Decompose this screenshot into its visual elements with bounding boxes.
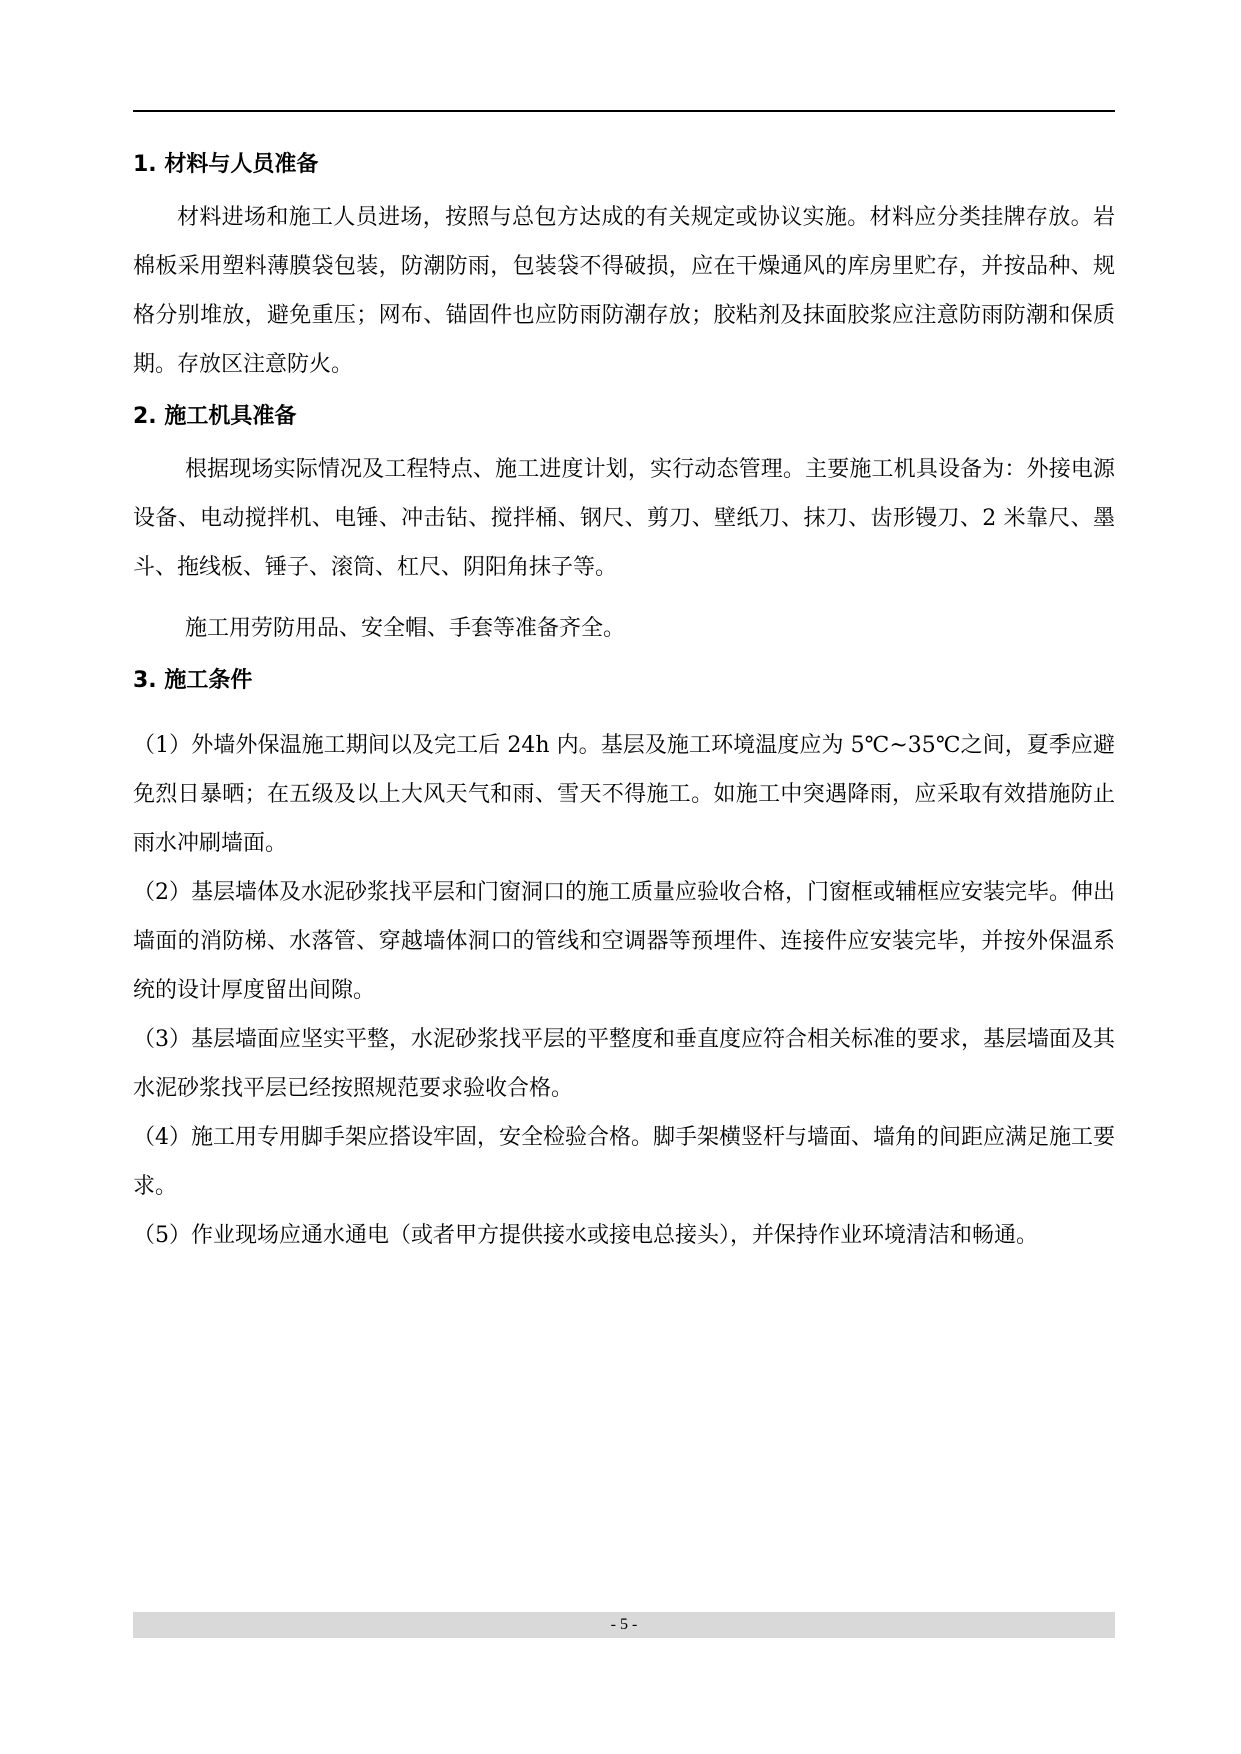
condition-item: （4）施工用专用脚手架应搭设牢固，安全检验合格。脚手架横竖杆与墙面、墙角的间距应满足施工要求。 — [133, 1125, 1116, 1199]
condition-item: （1）外墙外保温施工期间以及完工后 24h 内。基层及施工环境温度应为 5℃~35℃之间，夏季应避免烈日暴晒；在五级及以上大风天气和雨、雪天不得施工。如施工中突遇降雨，应采取有效措施防止雨水冲刷墙面。 — [133, 733, 1115, 856]
condition-item: （2）基层墙体及水泥砂浆找平层和门窗洞口的施工质量应验收合格，门窗框或辅框应安装完毕。伸出墙面的消防梯、水落管、穿越墙体洞口的管线和空调器等预埋件、连接件应安装完毕，并按外保温系统的设计厚度留出间隙。 — [133, 880, 1116, 1003]
condition-item: （3）基层墙面应坚实平整，水泥砂浆找平层的平整度和垂直度应符合相关标准的要求，基层墙面及其水泥砂浆找平层已经按照规范要求验收合格。 — [133, 1027, 1116, 1101]
section-heading-conditions: 3. 施工条件 — [133, 668, 253, 693]
page-footer — [133, 1612, 1115, 1638]
protective-gear-paragraph: 施工用劳防用品、安全帽、手套等准备齐全。 — [185, 616, 626, 641]
condition-item: （5）作业现场应通水通电（或者甲方提供接水或接电总接头），并保持作业环境清洁和畅通。 — [133, 1223, 1039, 1248]
document-body — [133, 137, 1115, 1260]
section-heading-materials: 1. 材料与人员准备 — [133, 152, 319, 177]
paragraph-spacer — [133, 592, 1115, 604]
equipment-paragraph: 根据现场实际情况及工程特点、施工进度计划，实行动态管理。主要施工机具设备为：外接电源设备、电动搅拌机、电锤、冲击钻、搅拌桶、钢尺、剪刀、壁纸刀、抹刀、齿形镘刀、2 米靠尺、墨斗、拖线板、锤子、滚筒、杠尺、阴阳角抹子等。 — [133, 457, 1115, 580]
header-rule — [133, 110, 1115, 112]
materials-paragraph: 材料进场和施工人员进场，按照与总包方达成的有关规定或协议实施。材料应分类挂牌存放。岩棉板采用塑料薄膜袋包装，防潮防雨，包装袋不得破损，应在干燥通风的库房里贮存，并按品种、规格分别堆放，避免重压；网布、锚固件也应防雨防潮存放；胶粘剂及抹面胶浆应注意防雨防潮和保质期。存放区注意防火。 — [133, 205, 1115, 377]
page-number: - 5 - — [610, 1616, 638, 1633]
section-heading-equipment: 2. 施工机具准备 — [133, 404, 297, 429]
paragraph-spacer — [133, 709, 1115, 721]
